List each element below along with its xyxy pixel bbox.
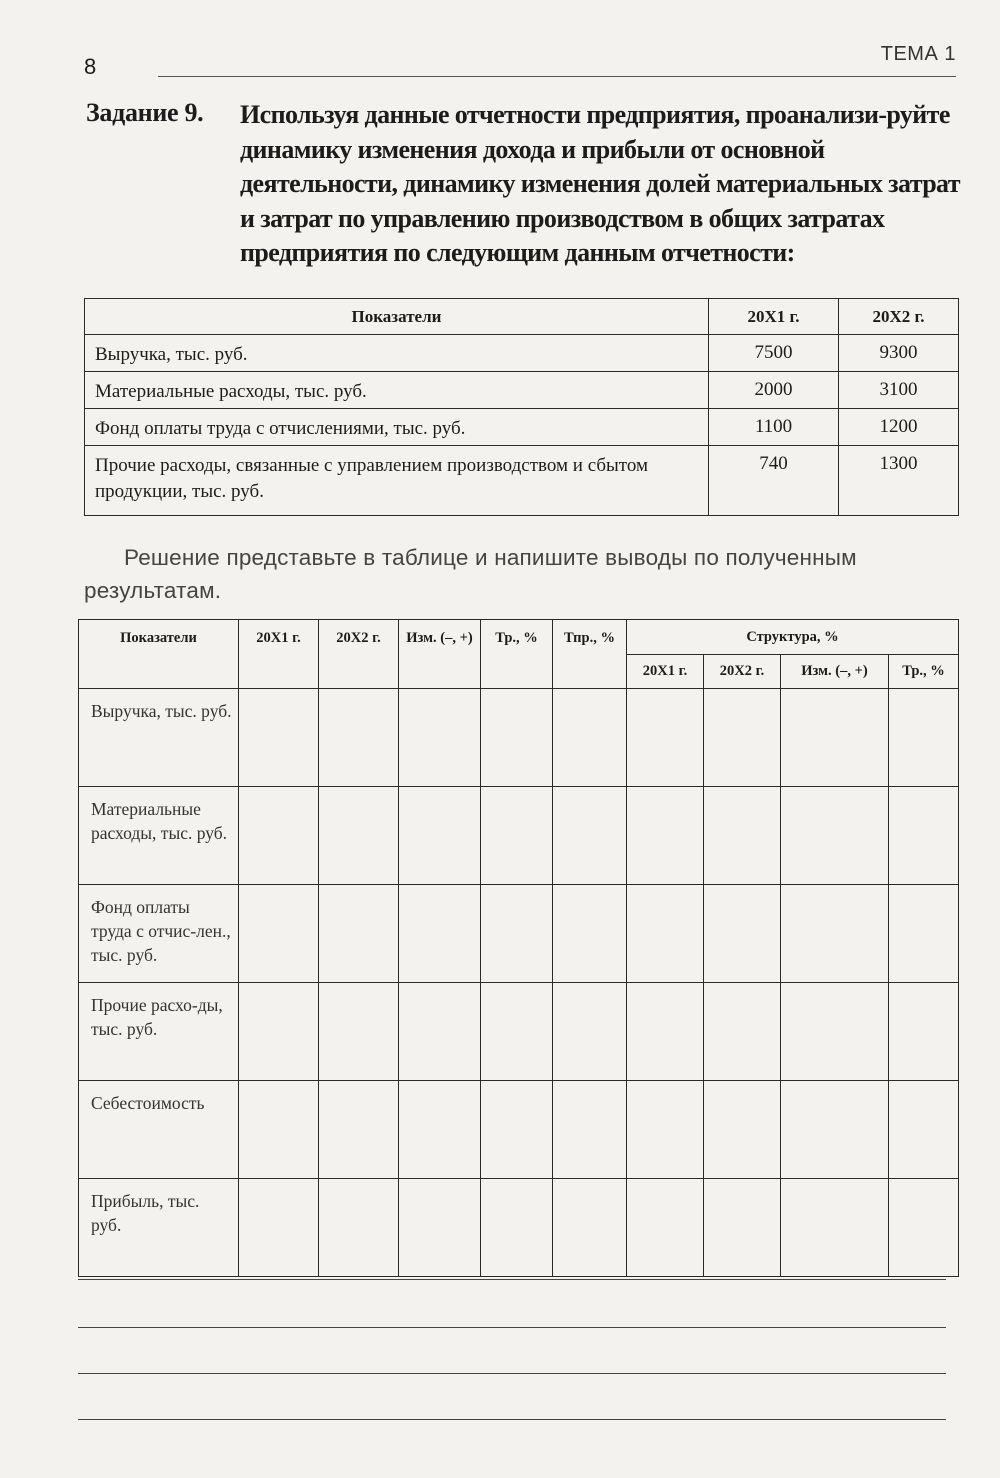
blank-cell[interactable] [319, 885, 399, 983]
table-row [79, 1179, 959, 1277]
blank-cell[interactable] [889, 885, 959, 983]
blank-cell[interactable] [781, 787, 889, 885]
blank-cell[interactable] [399, 1081, 481, 1179]
header-structure-year-1: 20X1 г. [627, 655, 704, 689]
blank-cell[interactable] [481, 1081, 553, 1179]
row-name: Прочие расходы, связанные с управлением производством и сбытом продукции, тыс. руб. [85, 446, 709, 516]
blank-cell[interactable] [781, 885, 889, 983]
blank-cell[interactable] [889, 983, 959, 1081]
table-row [79, 1081, 959, 1179]
blank-cell[interactable] [399, 1179, 481, 1277]
blank-cell[interactable] [399, 983, 481, 1081]
row-value-year-2: 9300 [839, 335, 959, 372]
blank-cell[interactable] [239, 983, 319, 1081]
blank-cell[interactable] [319, 1081, 399, 1179]
blank-cell[interactable] [704, 983, 781, 1081]
blank-cell[interactable] [627, 1081, 704, 1179]
blank-cell[interactable] [319, 787, 399, 885]
blank-cell[interactable] [781, 1081, 889, 1179]
task-text: Используя данные отчетности предприятия, проанализи-руйте динамику изменения дохода и прибыли от основной деятельности, динамику изменения долей материальных затрат и затрат по управлению производством в общих затратах предприятия по следующим данным отчетности: [240, 100, 960, 267]
blank-cell[interactable] [889, 1081, 959, 1179]
solution-table [78, 619, 959, 1277]
blank-cell[interactable] [889, 1179, 959, 1277]
row-value-year-1: 740 [709, 446, 839, 516]
header-structure: Структура, % [627, 620, 959, 655]
blank-cell[interactable] [704, 689, 781, 787]
blank-cell[interactable] [319, 689, 399, 787]
blank-cell[interactable] [627, 689, 704, 787]
row-value-year-1: 2000 [709, 372, 839, 409]
header-increment-rate: Тпр., % [553, 620, 627, 689]
row-label: Фонд оплаты труда с отчис-лен., тыс. руб. [79, 885, 239, 983]
blank-cell[interactable] [627, 787, 704, 885]
blank-cell[interactable] [889, 689, 959, 787]
row-value-year-1: 7500 [709, 335, 839, 372]
blank-cell[interactable] [553, 689, 627, 787]
blank-cell[interactable] [781, 689, 889, 787]
blank-cell[interactable] [704, 1179, 781, 1277]
blank-cell[interactable] [239, 787, 319, 885]
blank-cell[interactable] [399, 885, 481, 983]
blank-cell[interactable] [481, 689, 553, 787]
answer-line[interactable] [78, 1373, 946, 1374]
header-year-1: 20X1 г. [709, 299, 839, 335]
header-structure-change: Изм. (–, +) [781, 655, 889, 689]
blank-cell[interactable] [399, 689, 481, 787]
header-structure-year-2: 20X2 г. [704, 655, 781, 689]
page-number: 8 [84, 54, 97, 79]
row-name: Фонд оплаты труда с отчислениями, тыс. руб. [85, 409, 709, 446]
blank-cell[interactable] [704, 885, 781, 983]
blank-cell[interactable] [781, 983, 889, 1081]
row-value-year-2: 3100 [839, 372, 959, 409]
blank-cell[interactable] [553, 885, 627, 983]
row-label: Выручка, тыс. руб. [79, 689, 239, 787]
table-header-row [85, 299, 959, 335]
blank-cell[interactable] [239, 1179, 319, 1277]
header-year-2: 20X2 г. [319, 620, 399, 689]
table-row [79, 689, 959, 787]
header-structure-growth: Тр., % [889, 655, 959, 689]
table-row [79, 983, 959, 1081]
blank-cell[interactable] [239, 1081, 319, 1179]
blank-cell[interactable] [319, 983, 399, 1081]
row-value-year-2: 1300 [839, 446, 959, 516]
table-row [85, 409, 959, 446]
table-header-row [79, 620, 959, 655]
blank-cell[interactable] [239, 689, 319, 787]
answer-line[interactable] [78, 1327, 946, 1328]
table-row [79, 885, 959, 983]
blank-cell[interactable] [781, 1179, 889, 1277]
blank-cell[interactable] [553, 983, 627, 1081]
table-row [85, 335, 959, 372]
blank-cell[interactable] [704, 787, 781, 885]
table-row [79, 787, 959, 885]
header-growth-rate: Тр., % [481, 620, 553, 689]
table-row [85, 372, 959, 409]
row-label: Прочие расхо-ды, тыс. руб. [79, 983, 239, 1081]
header-indicators: Показатели [79, 620, 239, 689]
blank-cell[interactable] [481, 885, 553, 983]
header-rule [158, 76, 956, 77]
blank-cell[interactable] [627, 885, 704, 983]
row-label: Прибыль, тыс. руб. [79, 1179, 239, 1277]
row-label: Себестоимость [79, 1081, 239, 1179]
header-change: Изм. (–, +) [399, 620, 481, 689]
blank-cell[interactable] [553, 1179, 627, 1277]
blank-cell[interactable] [481, 1179, 553, 1277]
row-value-year-1: 1100 [709, 409, 839, 446]
blank-cell[interactable] [627, 983, 704, 1081]
source-data-table [84, 298, 959, 516]
topic-label: ТЕМА 1 [880, 43, 956, 65]
blank-cell[interactable] [553, 787, 627, 885]
header-year-2: 20X2 г. [839, 299, 959, 335]
header-year-1: 20X1 г. [239, 620, 319, 689]
row-name: Выручка, тыс. руб. [85, 335, 709, 372]
blank-cell[interactable] [627, 1179, 704, 1277]
blank-cell[interactable] [889, 787, 959, 885]
blank-cell[interactable] [704, 1081, 781, 1179]
blank-cell[interactable] [481, 787, 553, 885]
blank-cell[interactable] [239, 885, 319, 983]
row-label: Материальные расходы, тыс. руб. [79, 787, 239, 885]
instruction-text: Решение представьте в таблице и напишите выводы по полученным результатам. [84, 545, 857, 603]
row-name: Материальные расходы, тыс. руб. [85, 372, 709, 409]
blank-cell[interactable] [481, 983, 553, 1081]
blank-cell[interactable] [319, 1179, 399, 1277]
header-indicators: Показатели [85, 299, 709, 335]
blank-cell[interactable] [553, 1081, 627, 1179]
task-label: Задание 9. [86, 98, 204, 127]
row-value-year-2: 1200 [839, 409, 959, 446]
answer-line[interactable] [78, 1419, 946, 1420]
table-row [85, 446, 959, 516]
blank-cell[interactable] [399, 787, 481, 885]
answer-line[interactable] [78, 1279, 946, 1280]
